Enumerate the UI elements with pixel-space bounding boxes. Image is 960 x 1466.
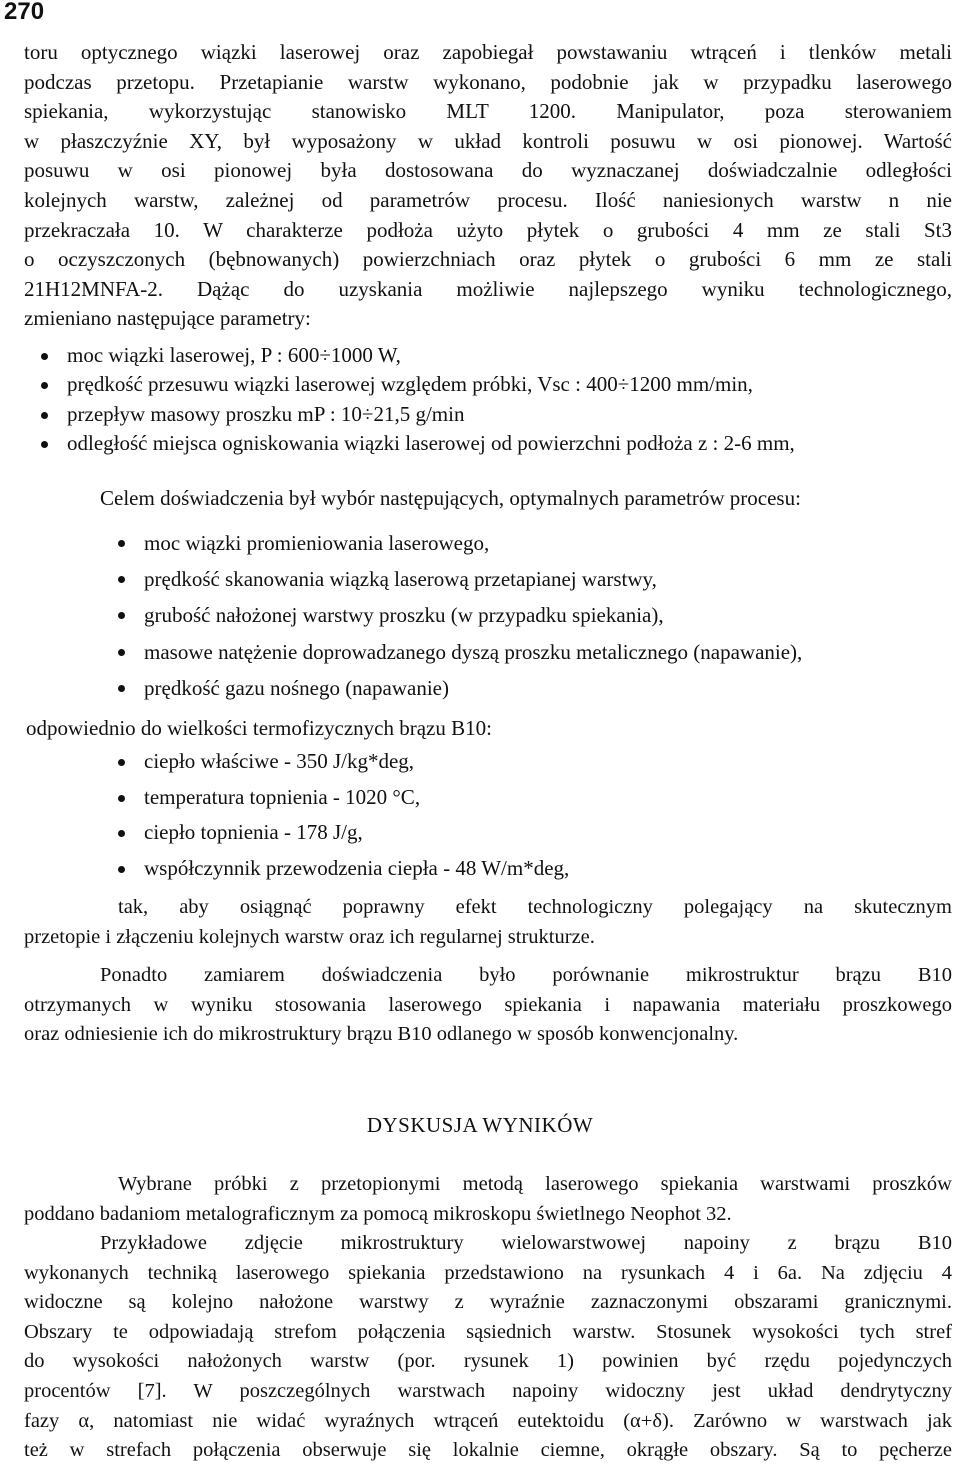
text-line: poddano badaniom metalograficznym za pomocą mikroskopu świetlnego Neophot 32. xyxy=(24,1202,732,1225)
list-item: moc wiązki laserowej, P : 600÷1000 W, xyxy=(41,341,795,370)
text-line: Ponadto zamiarem doświadczenia było porównanie mikrostruktur brązu B10 xyxy=(100,964,952,986)
text-line: podczas przetopu. Przetapianie warstw wykonano, podobnie jak w przypadku laserowego xyxy=(24,69,952,94)
list-item: masowe natężenie doprowadzanego dyszą proszku metalicznego (napawanie), xyxy=(118,634,802,670)
text-line: Obszary te odpowiadają strefom połączenia sąsiednich warstw. Stosunek wysokości tych stref xyxy=(24,1320,952,1343)
text-line: przekraczała 10. W charakterze podłoża użyto płytek o grubości 4 mm ze stali St3 xyxy=(24,217,952,242)
paragraph-microstructure xyxy=(24,1229,952,1466)
text-line: w płaszczyźnie XY, był wyposażony w układ kontroli posuwu w osi pionowej. Wartość xyxy=(24,128,952,153)
list-item: temperatura topnienia - 1020 °C, xyxy=(118,780,569,816)
paragraph-comparison xyxy=(24,961,952,1050)
list-item: ciepło właściwe - 350 J/kg*deg, xyxy=(118,744,569,780)
text-line: o oczyszczonych (bębnowanych) powierzchniach oraz płytek o grubości 6 mm ze stali xyxy=(24,247,952,272)
section-heading: DYSKUSJA WYNIKÓW xyxy=(366,1113,594,1137)
optimal-parameter-list xyxy=(118,525,802,706)
text-line: odpowiednio do wielkości termofizycznych brązu B10: xyxy=(26,716,492,740)
text-line: do wysokości nałożonych warstw (por. rysunek 1) powinien być rzędu pojedynczych xyxy=(24,1350,952,1373)
list-item: prędkość gazu nośnego (napawanie) xyxy=(118,670,802,706)
list-item: prędkość skanowania wiązką laserową przetapianej warstwy, xyxy=(118,561,802,597)
text-line: oraz odniesienie ich do mikrostruktury brązu B10 odlanego w sposób konwencjonalny. xyxy=(24,1023,739,1046)
paragraph-goal xyxy=(24,893,952,952)
text-line: procentów [7]. W poszczególnych warstwach napoiny widoczny jest układ dendrytyczny xyxy=(24,1379,952,1402)
paragraph-process-setup xyxy=(24,38,952,334)
text-line: spiekania, wykorzystując stanowisko MLT 1200. Manipulator, poza sterowaniem xyxy=(24,99,952,124)
text-line: zmieniano następujące parametry: xyxy=(24,306,311,331)
text-line: Przykładowe zdjęcie mikrostruktury wielowarstwowej napoiny z brązu B10 xyxy=(100,1232,952,1254)
text-line: wykonanych techniką laserowego spiekania przedstawiono na rysunkach 4 i 6a. Na zdjęciu 4 xyxy=(24,1261,952,1284)
text-line: fazy α, natomiast nie widać wyraźnych wtrąceń eutektoidu (α+δ). Zarówno w warstwach jak xyxy=(24,1409,952,1432)
text-line: kolejnych warstw, zależnej od parametrów procesu. Ilość naniesionych warstw n nie xyxy=(24,187,952,212)
list-item: moc wiązki promieniowania laserowego, xyxy=(118,525,802,561)
text-line: Celem doświadczenia był wybór następujących, optymalnych parametrów procesu: xyxy=(100,486,801,510)
list-item: grubość nałożonej warstwy proszku (w przypadku spiekania), xyxy=(118,597,802,633)
list-item: prędkość przesuwu wiązki laserowej względem próbki, Vsc : 400÷1200 mm/min, xyxy=(41,370,795,399)
text-line: Wybrane próbki z przetopionymi metodą laserowego spiekania warstwami proszków xyxy=(118,1173,952,1195)
text-line: otrzymanych w wyniku stosowania laserowego spiekania i napawania materiału proszkowego xyxy=(24,993,952,1016)
list-item: przepływ masowy proszku mP : 10÷21,5 g/min xyxy=(41,400,795,429)
paragraph-samples xyxy=(24,1170,952,1229)
text-line: przetopie i złączeniu kolejnych warstw oraz ich regularnej strukturze. xyxy=(24,925,595,948)
text-line: widoczne są kolejno nałożone warstwy z wyraźnie zaznaczonymi obszarami granicznymi. xyxy=(24,1291,952,1314)
text-line: tak, aby osiągnąć poprawny efekt technologiczny polegający na skutecznym xyxy=(118,896,952,918)
page-number: 270 xyxy=(4,0,45,25)
text-line: posuwu w osi pionowej była dostosowana do wyznaczanej doświadczalnie odległości xyxy=(24,158,952,183)
parameter-list xyxy=(41,341,795,458)
list-item: ciepło topnienia - 178 J/g, xyxy=(118,815,569,851)
list-item: odległość miejsca ogniskowania wiązki laserowej od powierzchni podłoża z : 2-6 mm, xyxy=(41,429,795,458)
text-line: toru optycznego wiązki laserowej oraz zapobiegał powstawaniu wtrąceń i tlenków metali xyxy=(24,40,952,64)
thermophysical-properties-list xyxy=(118,744,569,887)
list-item: współczynnik przewodzenia ciepła - 48 W/m*deg, xyxy=(118,851,569,887)
text-line: 21H12MNFA-2. Dążąc do uzyskania możliwie najlepszego wyniku technologicznego, xyxy=(24,276,952,301)
text-line: też w strefach połączenia obserwuje się lokalnie ciemne, okrągłe obszary. Są to pęcherze xyxy=(24,1439,952,1462)
